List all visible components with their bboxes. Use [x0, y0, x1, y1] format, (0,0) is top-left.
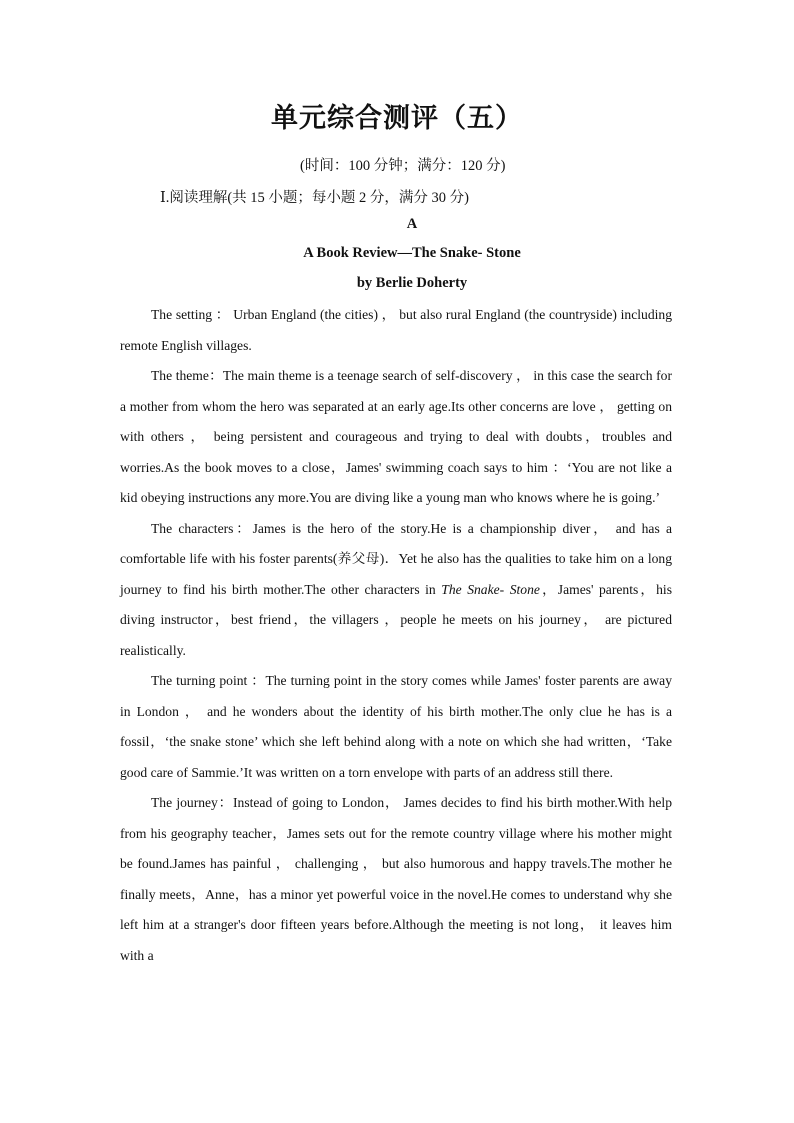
paragraph-theme: The theme：The main theme is a teenage search of self-discovery ， in this case the search for a mother from whom the hero was separated at an early age.Its other concerns are love ， getting on with others ， being persistent and courageous and trying to deal with doubts，troubles and worries.As the book moves to a close，James' swimming coach says to him ：‘You are not like a kid obeying instructions any more.You are diving like a young man who knows where he is going.’: [120, 368, 672, 505]
book-title-italic: The Snake- Stone: [441, 581, 540, 597]
section-heading: Ⅰ.阅读理解(共 15 小题；每小题 2 分，满分 30 分): [160, 190, 470, 206]
paragraph-turning-point: The turning point ：The turning point in the story comes while James' foster parents are away in London ， and he wonders about the identity of his birth mother.The only clue he has is a fossil，‘the snake stone’ which she left behind along with a note on which she had written，‘Take good care of Sammie.’It was written on a torn envelope with parts of an address still there.: [120, 673, 672, 780]
article-title: A Book Review—The Snake- Stone: [303, 245, 521, 261]
page-title: 单元综合测评（五）: [271, 103, 523, 134]
article-body: [120, 300, 672, 971]
characters-text-start: The characters：James is the hero of the story.He is a championship diver， and has a comfortable life with his foster parents(养父母)．Yet he also has the qualities to take him on a long journey to find his birth mother.The other characters in: [120, 520, 672, 597]
paragraph-journey: The journey：Instead of going to London， James decides to find his birth mother.With help from his geography teacher，James sets out for the remote country village where his mother might be found.James has painful ， challenging ， but also humorous and happy travels.The mother he finally meets，Anne，has a minor yet powerful voice in the novel.He comes to understand why she left him at a stranger's door fifteen years before.Although the meeting is not long， it leaves him with a: [120, 795, 672, 963]
exam-info: (时间：100 分钟；满分：120 分): [300, 158, 506, 174]
article-byline: by Berlie Doherty: [356, 275, 468, 291]
paragraph-setting: The setting ： Urban England (the cities) ， but also rural England (the countryside) including remote English villages.: [120, 307, 672, 353]
characters-text-end: ，James' parents，his diving instructor，best friend，the villagers ，people he meets on his journey， are pictured realistically.: [120, 581, 672, 658]
paragraph-characters: [120, 514, 672, 667]
passage-label: A: [406, 216, 418, 232]
